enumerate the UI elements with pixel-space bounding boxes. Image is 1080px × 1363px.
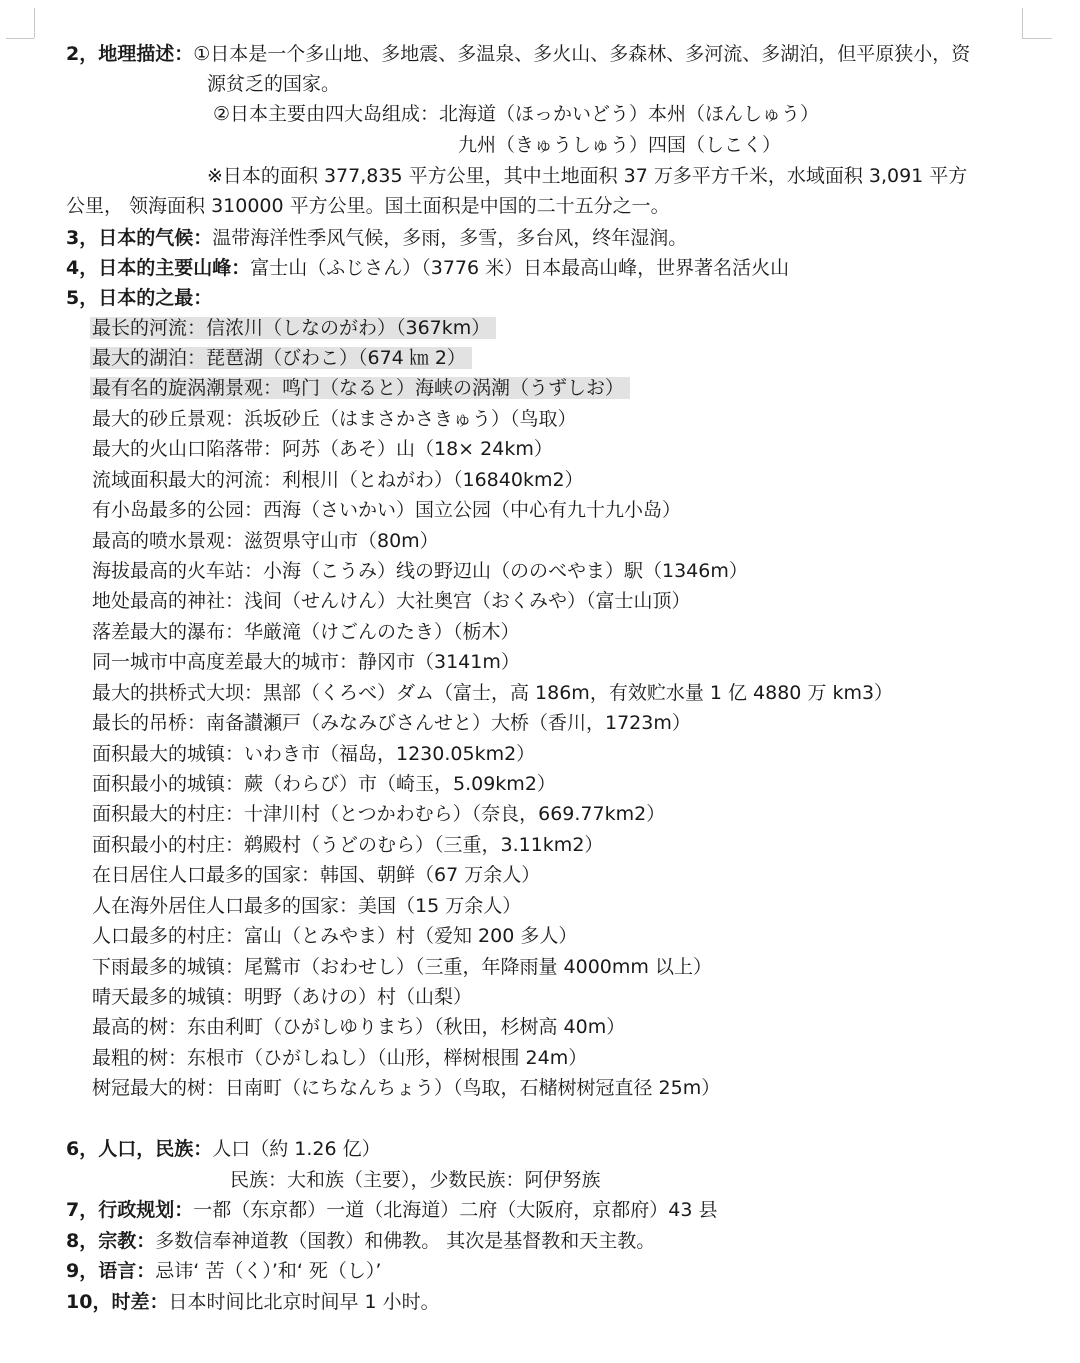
record-item: 最长的吊桥：南备讃瀬戸（みなみびさんせと）大桥（香川，1723m）	[92, 712, 691, 734]
record-item	[92, 314, 496, 342]
record-item: 最高的树：东由利町（ひがしゆりまち）（秋田，杉树高 40m）	[92, 1016, 626, 1038]
record-item: 海拔最高的火车站：小海（こうみ）线の野辺山（ののべやま）駅（1346m）	[92, 560, 748, 582]
language-label: 9，语言：	[66, 1260, 156, 1282]
record-item: 最高的喷水景观：滋贺県守山市（80m）	[92, 530, 439, 552]
record-item: 流域面积最大的河流：利根川（とねがわ）（16840km2）	[92, 469, 584, 491]
records-label: 5，日本的之最：	[66, 287, 213, 309]
geo-line-1	[66, 40, 970, 68]
timediff-label: 10，时差：	[66, 1291, 169, 1313]
population-text: 人口（約 1.26 亿）	[212, 1138, 381, 1160]
record-item: 最大的砂丘景观：浜坂砂丘（はまさかさきゅう）（鸟取）	[92, 408, 577, 430]
record-item: 同一城市中高度差最大的城市：静冈市（3141m）	[92, 651, 520, 673]
page-corner-mark	[1022, 8, 1023, 38]
religion-text: 多数信奉神道教（国教）和佛教。 其次是基督教和天主教。	[155, 1230, 656, 1252]
record-item: 人口最多的村庄：富山（とみやま）村（爱知 200 多人）	[92, 925, 578, 947]
record-item: 人在海外居住人口最多的国家：美国（15 万余人）	[92, 895, 522, 917]
population-label: 6，人口，民族：	[66, 1138, 213, 1160]
record-item-text: 最长的河流：信浓川（しなのがわ）（367km）	[90, 317, 496, 339]
record-item: 树冠最大的树：日南町（にちなんちょう）（鸟取，石槠树树冠直径 25m）	[92, 1077, 721, 1099]
geo-area-note: ※日本的面积 377,835 平方公里，其中土地面积 37 万多平方千米，水域面积 3,091 平方	[207, 165, 968, 187]
climate-label: 3，日本的气候：	[66, 227, 213, 249]
timediff-text: 日本时间比北京时间早 1 小时。	[168, 1291, 440, 1313]
mountain-text: 富士山（ふじさん）（3776 米）日本最高山峰，世界著名活火山	[250, 257, 790, 279]
climate-text: 温带海洋性季风气候，多雨，多雪，多台风，终年湿润。	[212, 227, 688, 249]
admin-text: 一都（东京都）一道（北海道）二府（大阪府，京都府）43 县	[193, 1199, 718, 1221]
ethnic-line: 民族：大和族（主要），少数民族：阿伊努族	[230, 1169, 601, 1191]
record-item: 面积最大的城镇：いわき市（福岛，1230.05km2）	[92, 743, 536, 765]
record-item: 面积最小的村庄：鹈殿村（うどのむら）（三重，3.11km2）	[92, 834, 604, 856]
population-line	[66, 1135, 381, 1163]
admin-line	[66, 1196, 717, 1224]
language-text: 忌讳‘ 苦（く）’和‘ 死（し）’	[155, 1260, 382, 1282]
geo-area-note-cont: 公里， 领海面积 310000 平方公里。国土面积是中国的二十五分之一。	[66, 195, 670, 217]
geo-label: 2，地理描述：	[66, 43, 194, 65]
page-corner-mark	[34, 8, 35, 38]
record-item: 落差最大的瀑布：华厳滝（けごんのたき）（栃木）	[92, 621, 520, 643]
record-item-text: 最有名的旋涡潮景观：鸣门（なると）海峡の涡潮（うずしお）	[90, 377, 630, 399]
geo-line-2: 源贫乏的国家。	[207, 73, 341, 95]
page-corner-mark	[1022, 38, 1052, 39]
record-item: 晴天最多的城镇：明野（あけの）村（山梨）	[92, 986, 473, 1008]
geo-point-1: ①日本是一个多山地、多地震、多温泉、多火山、多森林、多河流、多湖泊，但平原狭小，资	[193, 43, 971, 65]
record-item	[92, 374, 630, 402]
admin-label: 7，行政规划：	[66, 1199, 194, 1221]
religion-line	[66, 1227, 655, 1255]
record-item: 最大的火山口陷落带：阿苏（あそ）山（18× 24km）	[92, 438, 553, 460]
climate-line	[66, 224, 687, 252]
record-item	[92, 344, 472, 372]
religion-label: 8，宗教：	[66, 1230, 156, 1252]
record-item: 地处最高的神社：浅间（せんけん）大社奥宫（おくみや）（富士山顶）	[92, 590, 691, 612]
language-line	[66, 1257, 381, 1285]
geo-point-2: ②日本主要由四大岛组成：北海道（ほっかいどう）本州（ほんしゅう）	[213, 103, 820, 125]
mountain-line	[66, 254, 789, 282]
record-item: 最粗的树：东根市（ひがしねし）（山形，榉树根围 24m）	[92, 1047, 588, 1069]
timediff-line	[66, 1288, 440, 1316]
record-item: 最大的拱桥式大坝：黒部（くろべ）ダム（富士，高 186m，有效贮水量 1 亿 4880 万 km3）	[92, 682, 894, 704]
record-item-text: 最大的湖泊：琵琶湖（びわこ）（674 ㎞ 2）	[90, 347, 472, 369]
mountain-label: 4，日本的主要山峰：	[66, 257, 251, 279]
record-item: 下雨最多的城镇：尾鷲市（おわせし）（三重，年降雨量 4000mm 以上）	[92, 956, 712, 978]
record-item: 面积最小的城镇：蕨（わらび）市（崎玉，5.09km2）	[92, 773, 556, 795]
record-item: 在日居住人口最多的国家：韩国、朝鲜（67 万余人）	[92, 864, 541, 886]
record-item: 面积最大的村庄：十津川村（とつかわむら）（奈良，669.77km2）	[92, 803, 666, 825]
record-item: 有小岛最多的公园：西海（さいかい）国立公园（中心有九十九小岛）	[92, 499, 682, 521]
page-corner-mark	[6, 38, 34, 39]
geo-point-2-cont: 九州（きゅうしゅう）四国（しこく）	[458, 134, 782, 156]
